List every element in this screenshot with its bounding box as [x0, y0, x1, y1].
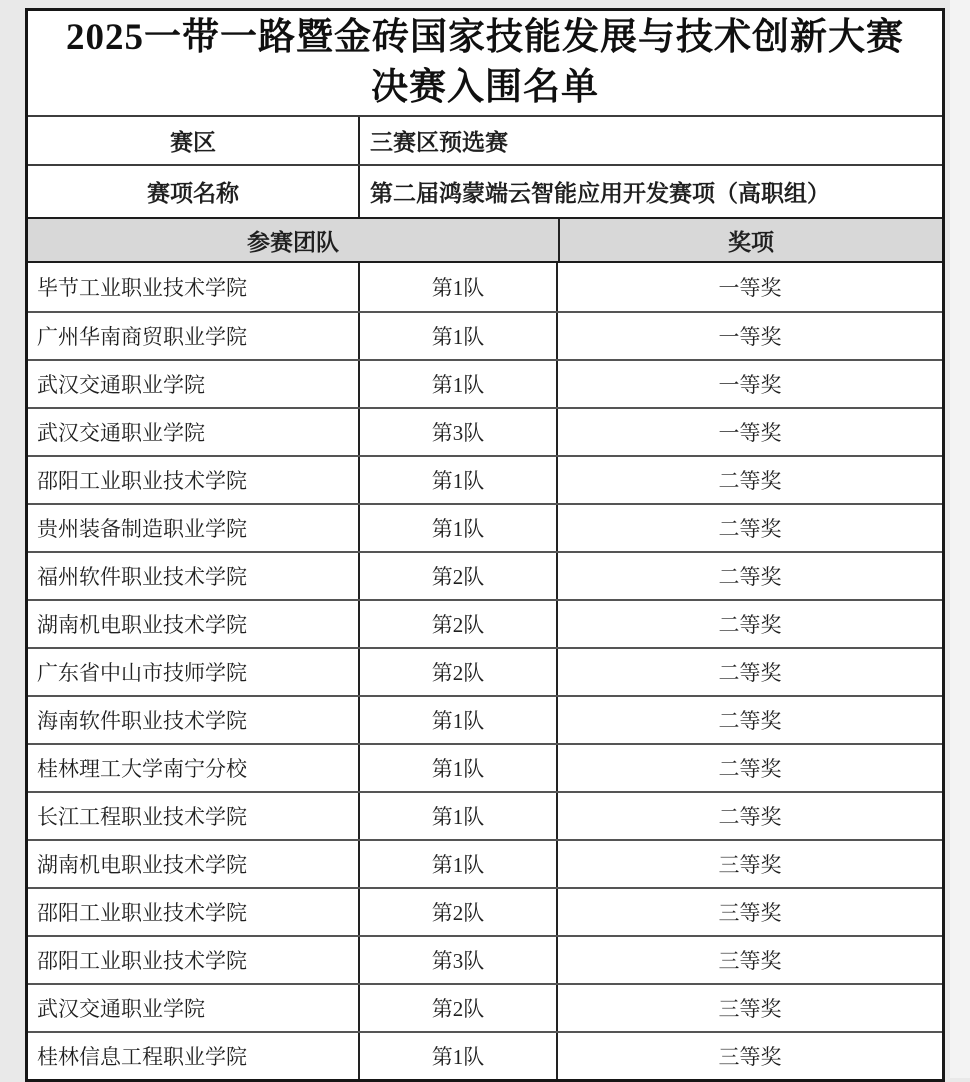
- team-cell: 第1队: [360, 697, 558, 743]
- school-cell: 桂林理工大学南宁分校: [28, 745, 360, 791]
- award-cell: 三等奖: [718, 949, 782, 973]
- table-row: [28, 407, 942, 455]
- team-cell: 第1队: [360, 505, 558, 551]
- column-header-row: [28, 217, 942, 263]
- table-row: [28, 263, 942, 311]
- school-cell: 邵阳工业职业技术学院: [28, 457, 360, 503]
- school-cell: 武汉交通职业学院: [28, 985, 360, 1031]
- award-cell: 二等奖: [718, 661, 782, 685]
- team-cell: 第1队: [360, 457, 558, 503]
- table-row: [28, 311, 942, 359]
- school-cell: 广州华南商贸职业学院: [28, 313, 360, 359]
- table-row: [28, 743, 942, 791]
- award-cell: 一等奖: [718, 276, 782, 300]
- team-cell: 第2队: [360, 985, 558, 1031]
- award-column-header: 奖项: [728, 229, 774, 255]
- region-row: [28, 115, 942, 164]
- school-cell: 武汉交通职业学院: [28, 409, 360, 455]
- table-row: [28, 695, 942, 743]
- document-title-line1: 2025一带一路暨金砖国家技能发展与技术创新大赛: [66, 17, 904, 59]
- team-cell: 第1队: [360, 263, 558, 311]
- event-name-label: 赛项名称: [28, 166, 360, 217]
- award-cell: 二等奖: [718, 805, 782, 829]
- school-cell: 长江工程职业技术学院: [28, 793, 360, 839]
- team-cell: 第1队: [360, 1033, 558, 1079]
- table-body: [28, 263, 942, 1079]
- school-cell: 邵阳工业职业技术学院: [28, 937, 360, 983]
- school-cell: 湖南机电职业技术学院: [28, 841, 360, 887]
- table-row: [28, 1031, 942, 1079]
- team-cell: 第2队: [360, 889, 558, 935]
- award-cell: 一等奖: [718, 421, 782, 445]
- team-cell: 第2队: [360, 601, 558, 647]
- award-cell: 二等奖: [718, 469, 782, 493]
- team-cell: 第1队: [360, 745, 558, 791]
- team-cell: 第3队: [360, 409, 558, 455]
- event-name-value: 第二届鸿蒙端云智能应用开发赛项（高职组）: [370, 181, 830, 206]
- table-row: [28, 455, 942, 503]
- award-cell: 一等奖: [718, 373, 782, 397]
- table-row: [28, 983, 942, 1031]
- award-cell: 三等奖: [718, 997, 782, 1021]
- table-row: [28, 647, 942, 695]
- table-row: [28, 551, 942, 599]
- award-cell: 三等奖: [718, 901, 782, 925]
- award-cell: 二等奖: [718, 613, 782, 637]
- award-cell: 二等奖: [718, 517, 782, 541]
- award-cell: 一等奖: [718, 325, 782, 349]
- document-title: [28, 11, 942, 115]
- table-row: [28, 935, 942, 983]
- team-cell: 第1队: [360, 793, 558, 839]
- school-cell: 桂林信息工程职业学院: [28, 1033, 360, 1079]
- region-label: 赛区: [28, 117, 360, 164]
- school-cell: 海南软件职业技术学院: [28, 697, 360, 743]
- team-cell: 第3队: [360, 937, 558, 983]
- team-cell: 第2队: [360, 649, 558, 695]
- school-cell: 邵阳工业职业技术学院: [28, 889, 360, 935]
- award-cell: 三等奖: [718, 1045, 782, 1069]
- award-cell: 三等奖: [718, 853, 782, 877]
- document-title-line2: 决赛入围名单: [371, 67, 599, 108]
- table-row: [28, 359, 942, 407]
- school-cell: 贵州装备制造职业学院: [28, 505, 360, 551]
- event-name-row: [28, 164, 942, 217]
- team-cell: 第1队: [360, 313, 558, 359]
- award-cell: 二等奖: [718, 565, 782, 589]
- school-cell: 广东省中山市技师学院: [28, 649, 360, 695]
- school-cell: 福州软件职业技术学院: [28, 553, 360, 599]
- team-cell: 第2队: [360, 553, 558, 599]
- table-row: [28, 503, 942, 551]
- table-row: [28, 839, 942, 887]
- school-cell: 武汉交通职业学院: [28, 361, 360, 407]
- team-cell: 第1队: [360, 361, 558, 407]
- school-cell: 毕节工业职业技术学院: [28, 263, 360, 311]
- school-cell: 湖南机电职业技术学院: [28, 601, 360, 647]
- table-row: [28, 887, 942, 935]
- table-row: [28, 599, 942, 647]
- region-value: 三赛区预选赛: [370, 130, 508, 155]
- team-cell: 第1队: [360, 841, 558, 887]
- document-table: [25, 8, 945, 1082]
- team-column-header: 参赛团队: [28, 219, 560, 261]
- table-row: [28, 791, 942, 839]
- award-cell: 二等奖: [718, 709, 782, 733]
- award-cell: 二等奖: [718, 757, 782, 781]
